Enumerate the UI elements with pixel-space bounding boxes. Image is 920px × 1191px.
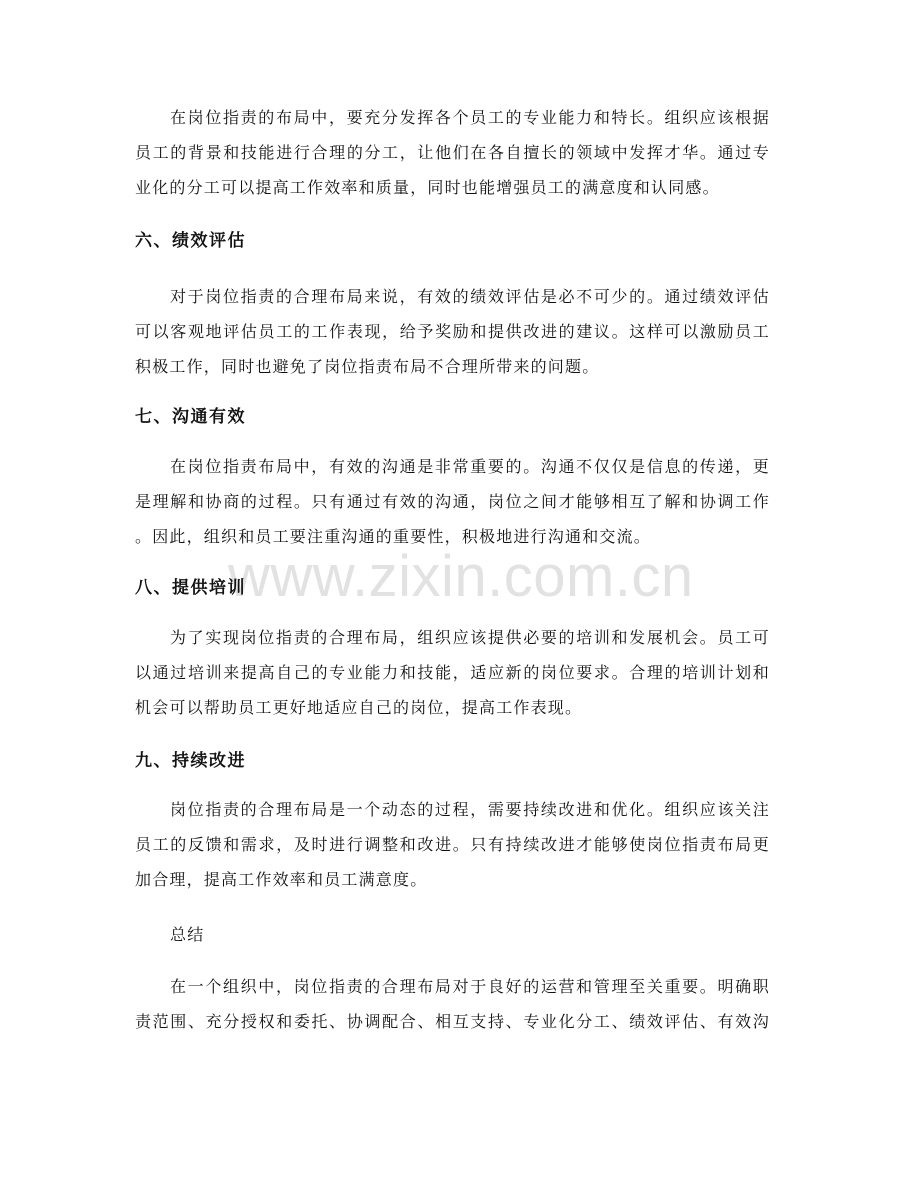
section-paragraph	[135, 620, 770, 725]
paragraph-line: 是理解和协商的过程。只有通过有效的沟通，岗位之间才能够相互了解和协调工作	[135, 492, 770, 511]
section-paragraph	[135, 792, 770, 897]
paragraph-line: 为了实现岗位指责的合理布局，组织应该提供必要的培训和发展机会。员工可	[170, 628, 770, 647]
paragraph-line: 对于岗位指责的合理布局来说，有效的绩效评估是必不可少的。通过绩效评估	[170, 287, 770, 306]
paragraph-line: 责范围、充分授权和委托、协调配合、相互支持、专业化分工、绩效评估、有效沟	[135, 1012, 770, 1031]
section-heading: 七、沟通有效	[135, 407, 246, 427]
paragraph-line: 员工的反馈和需求，及时进行调整和改进。只有持续改进才能够使岗位指责布局更	[135, 835, 770, 854]
paragraph-line: 在一个组织中，岗位指责的合理布局对于良好的运营和管理至关重要。明确职	[170, 977, 770, 996]
paragraph-line: 加合理，提高工作效率和员工满意度。	[135, 870, 428, 889]
section-heading: 八、提供培训	[135, 578, 246, 598]
section-paragraph	[135, 449, 770, 554]
paragraph-line: 机会可以帮助员工更好地适应自己的岗位，提高工作表现。	[135, 698, 583, 717]
paragraph-line: 员工的背景和技能进行合理的分工，让他们在各自擅长的领域中发挥才华。通过专	[135, 143, 770, 162]
paragraph-line: 在岗位指责布局中，有效的沟通是非常重要的。沟通不仅仅是信息的传递，更	[170, 457, 770, 476]
paragraph-line: 积极工作，同时也避免了岗位指责布局不合理所带来的问题。	[135, 357, 600, 376]
paragraph-line: 。因此，组织和员工要注重沟通的重要性，积极地进行沟通和交流。	[135, 527, 652, 546]
paragraph-line: 岗位指责的合理布局是一个动态的过程，需要持续改进和优化。组织应该关注	[170, 800, 770, 819]
section-paragraph	[135, 279, 770, 384]
summary-label: 总结	[170, 925, 205, 944]
section-heading: 六、绩效评估	[135, 231, 246, 251]
section-heading: 九、持续改进	[135, 751, 246, 771]
intro-paragraph	[135, 100, 770, 205]
paragraph-line: 在岗位指责的布局中，要充分发挥各个员工的专业能力和特长。组织应该根据	[170, 108, 770, 127]
watermark: www.zixin.com.cn	[228, 544, 694, 609]
paragraph-line: 业化的分工可以提高工作效率和质量，同时也能增强员工的满意度和认同感。	[135, 178, 720, 197]
paragraph-line: 以通过培训来提高自己的专业能力和技能，适应新的岗位要求。合理的培训计划和	[135, 663, 770, 682]
paragraph-line: 可以客观地评估员工的工作表现，给予奖励和提供改进的建议。这样可以激励员工	[135, 322, 770, 341]
summary-paragraph	[135, 969, 770, 1039]
